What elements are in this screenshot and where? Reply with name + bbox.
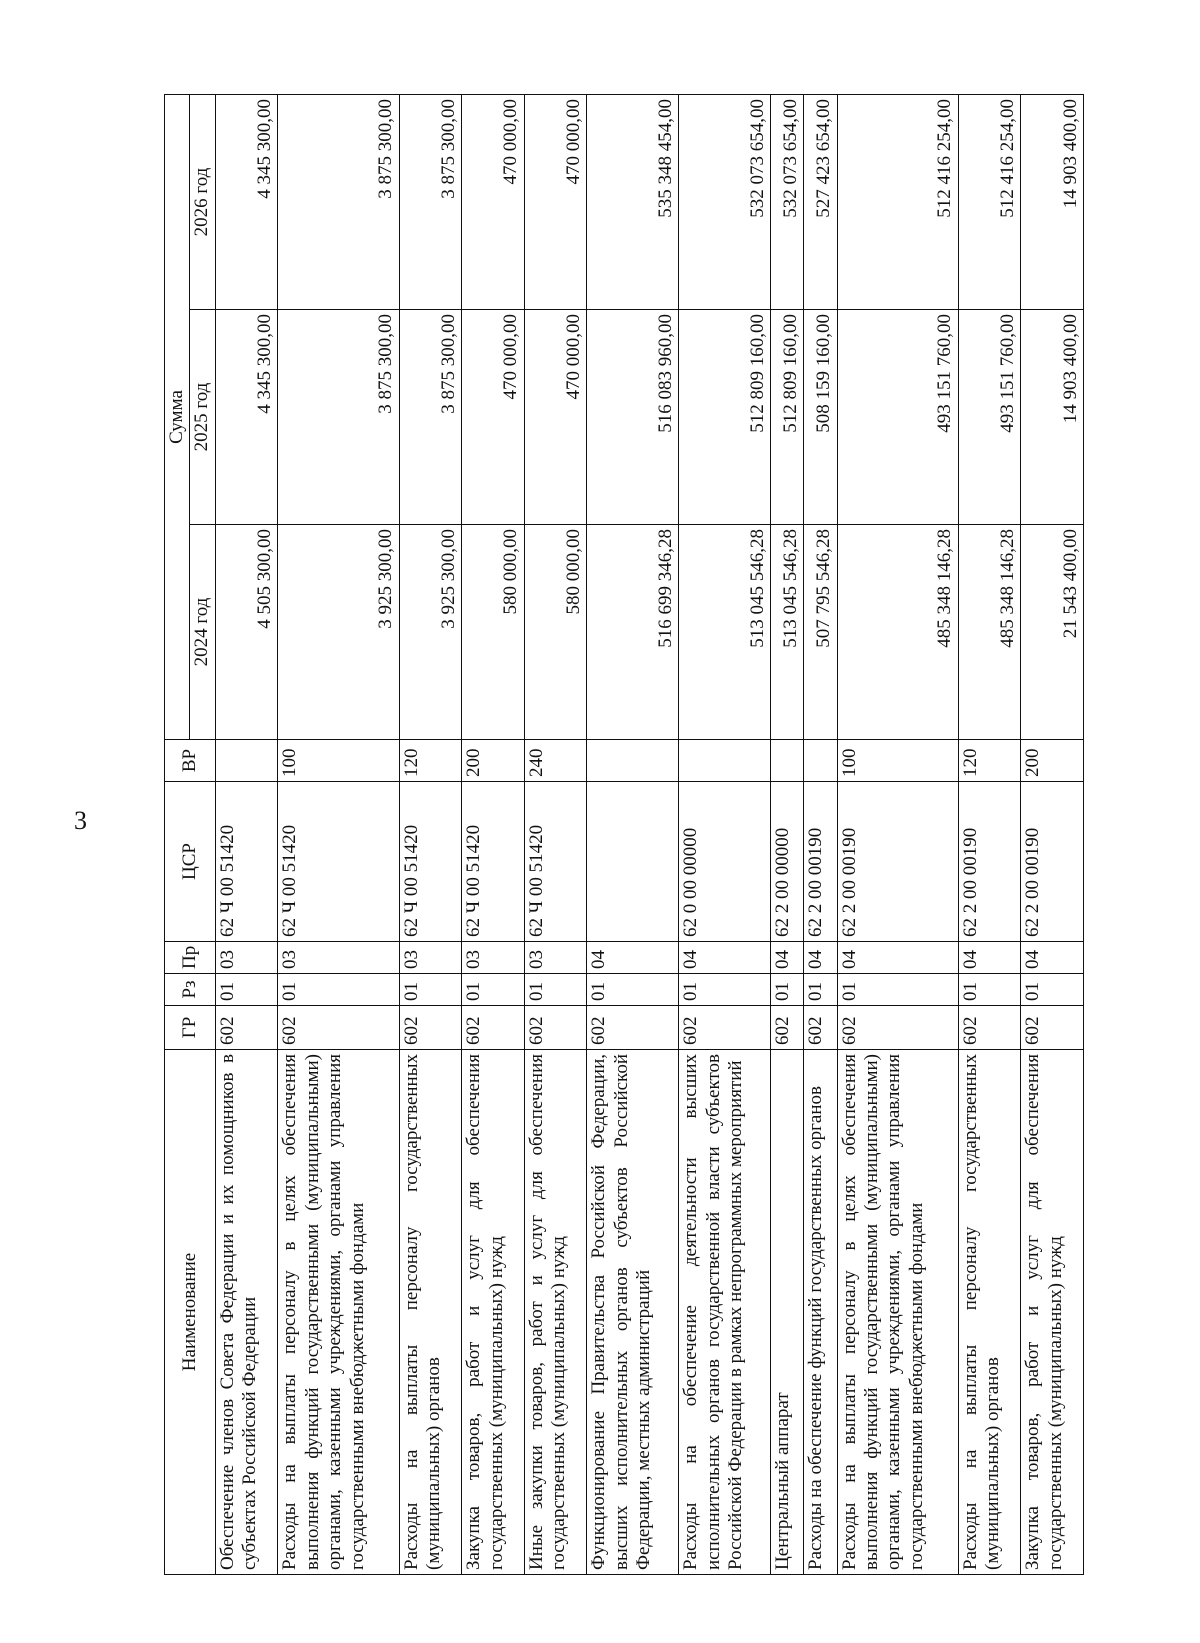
- row-csr: 62 2 00 00190: [958, 782, 1021, 942]
- row-rz: 01: [278, 974, 399, 1006]
- row-pr: 04: [679, 942, 771, 974]
- row-sum-2025: 14 903 400,00: [1021, 310, 1084, 525]
- table-row: [771, 95, 804, 1575]
- row-rz: 01: [679, 974, 771, 1006]
- row-sum-2024: 485 348 146,28: [837, 525, 958, 740]
- row-sum-2024: 507 795 546,28: [804, 525, 837, 740]
- row-sum-2024: 513 045 546,28: [771, 525, 804, 740]
- row-name: Расходы на выплаты персоналу государственных (муниципальных) органов: [399, 1050, 462, 1575]
- header-year-2026: 2026 год: [190, 95, 215, 310]
- row-sum-2024: 21 543 400,00: [1021, 525, 1084, 740]
- row-sum-2025: 516 083 960,00: [587, 310, 679, 525]
- row-pr: 03: [278, 942, 399, 974]
- row-vr: 100: [278, 740, 399, 782]
- row-sum-2025: 470 000,00: [462, 310, 525, 525]
- row-pr: 03: [215, 942, 278, 974]
- row-vr: [771, 740, 804, 782]
- row-rz: 01: [587, 974, 679, 1006]
- row-vr: 200: [1021, 740, 1084, 782]
- table-row: [215, 95, 278, 1575]
- row-sum-2025: 493 151 760,00: [958, 310, 1021, 525]
- row-sum-2026: 470 000,00: [462, 95, 525, 310]
- row-rz: 01: [524, 974, 587, 1006]
- row-name: Расходы на обеспечение функций государственных органов: [804, 1050, 837, 1575]
- row-pr: 04: [837, 942, 958, 974]
- header-year-2025: 2025 год: [190, 310, 215, 525]
- row-sum-2024: 485 348 146,28: [958, 525, 1021, 740]
- row-csr: 62 0 00 00000: [679, 782, 771, 942]
- row-sum-2026: 512 416 254,00: [958, 95, 1021, 310]
- row-gr: 602: [958, 1006, 1021, 1050]
- row-pr: 04: [771, 942, 804, 974]
- row-vr: [679, 740, 771, 782]
- row-sum-2026: 512 416 254,00: [837, 95, 958, 310]
- row-name: Расходы на выплаты персоналу в целях обеспечения выполнения функций государственными (муниципальными) органами, казенными учреждениями, органами управления государственными внебюджетными фондами: [278, 1050, 399, 1575]
- row-csr: 62 Ч 00 51420: [215, 782, 278, 942]
- row-sum-2026: 4 345 300,00: [215, 95, 278, 310]
- row-rz: 01: [215, 974, 278, 1006]
- table-body: [215, 95, 1083, 1575]
- row-rz: 01: [462, 974, 525, 1006]
- row-rz: 01: [804, 974, 837, 1006]
- row-gr: 602: [524, 1006, 587, 1050]
- row-gr: 602: [804, 1006, 837, 1050]
- header-csr: ЦСР: [165, 782, 216, 942]
- row-sum-2026: 532 073 654,00: [679, 95, 771, 310]
- table-row: [399, 95, 462, 1575]
- row-sum-2026: 535 348 454,00: [587, 95, 679, 310]
- table-row: [587, 95, 679, 1575]
- header-vr: ВР: [165, 740, 216, 782]
- row-gr: 602: [679, 1006, 771, 1050]
- row-vr: [804, 740, 837, 782]
- row-sum-2024: 3 925 300,00: [278, 525, 399, 740]
- rotated-table-container: [164, 95, 1084, 1575]
- row-sum-2025: 508 159 160,00: [804, 310, 837, 525]
- row-sum-2026: 470 000,00: [524, 95, 587, 310]
- row-sum-2024: 580 000,00: [462, 525, 525, 740]
- row-sum-2026: 3 875 300,00: [399, 95, 462, 310]
- table-row: [462, 95, 525, 1575]
- row-sum-2026: 527 423 654,00: [804, 95, 837, 310]
- row-gr: 602: [462, 1006, 525, 1050]
- row-name: Функционирование Правительства Российской Федерации, высших исполнительных органов субъектов Российской Федерации, местных администраций: [587, 1050, 679, 1575]
- row-csr: 62 Ч 00 51420: [462, 782, 525, 942]
- row-sum-2026: 3 875 300,00: [278, 95, 399, 310]
- row-vr: 240: [524, 740, 587, 782]
- row-rz: 01: [771, 974, 804, 1006]
- row-pr: 03: [462, 942, 525, 974]
- row-csr: 62 Ч 00 51420: [524, 782, 587, 942]
- row-name: Закупка товаров, работ и услуг для обеспечения государственных (муниципальных) нужд: [1021, 1050, 1084, 1575]
- table-row: [524, 95, 587, 1575]
- row-sum-2025: 3 875 300,00: [399, 310, 462, 525]
- row-sum-2025: 3 875 300,00: [278, 310, 399, 525]
- row-rz: 01: [1021, 974, 1084, 1006]
- row-pr: 04: [958, 942, 1021, 974]
- row-name: Расходы на выплаты персоналу в целях обеспечения выполнения функций государственными (муниципальными) органами, казенными учреждениями, органами управления государственными внебюджетными фондами: [837, 1050, 958, 1575]
- row-pr: 04: [1021, 942, 1084, 974]
- table-row: [958, 95, 1021, 1575]
- row-sum-2025: 512 809 160,00: [679, 310, 771, 525]
- row-pr: 04: [587, 942, 679, 974]
- row-csr: 62 2 00 00190: [837, 782, 958, 942]
- row-vr: [587, 740, 679, 782]
- row-gr: 602: [587, 1006, 679, 1050]
- row-sum-2024: 4 505 300,00: [215, 525, 278, 740]
- row-sum-2025: 512 809 160,00: [771, 310, 804, 525]
- row-vr: 120: [958, 740, 1021, 782]
- row-sum-2026: 532 073 654,00: [771, 95, 804, 310]
- header-row-top: [165, 95, 190, 1575]
- row-pr: 04: [804, 942, 837, 974]
- table-row: [278, 95, 399, 1575]
- row-name: Иные закупки товаров, работ и услуг для обеспечения государственных (муниципальных) нужд: [524, 1050, 587, 1575]
- row-gr: 602: [837, 1006, 958, 1050]
- header-gr: ГР: [165, 1006, 216, 1050]
- row-gr: 602: [1021, 1006, 1084, 1050]
- row-gr: 602: [215, 1006, 278, 1050]
- table-row: [804, 95, 837, 1575]
- row-rz: 01: [837, 974, 958, 1006]
- header-name: Наименование: [165, 1050, 216, 1575]
- row-sum-2025: 470 000,00: [524, 310, 587, 525]
- row-gr: 602: [399, 1006, 462, 1050]
- header-rz: Рз: [165, 974, 216, 1006]
- row-vr: 120: [399, 740, 462, 782]
- header-pr: Пр: [165, 942, 216, 974]
- row-sum-2025: 4 345 300,00: [215, 310, 278, 525]
- row-sum-2024: 3 925 300,00: [399, 525, 462, 740]
- table-row: [679, 95, 771, 1575]
- row-sum-2024: 580 000,00: [524, 525, 587, 740]
- header-year-2024: 2024 год: [190, 525, 215, 740]
- row-pr: 03: [524, 942, 587, 974]
- row-sum-2024: 513 045 546,28: [679, 525, 771, 740]
- table-row: [1021, 95, 1084, 1575]
- row-name: Центральный аппарат: [771, 1050, 804, 1575]
- row-sum-2025: 493 151 760,00: [837, 310, 958, 525]
- row-sum-2026: 14 903 400,00: [1021, 95, 1084, 310]
- row-csr: 62 2 00 00190: [1021, 782, 1084, 942]
- row-name: Обеспечение членов Совета Федерации и их помощников в субъектах Российской Федерации: [215, 1050, 278, 1575]
- row-sum-2024: 516 699 346,28: [587, 525, 679, 740]
- row-vr: 100: [837, 740, 958, 782]
- row-rz: 01: [399, 974, 462, 1006]
- row-name: Закупка товаров, работ и услуг для обеспечения государственных (муниципальных) нужд: [462, 1050, 525, 1575]
- header-sum: Сумма: [165, 95, 190, 740]
- row-gr: 602: [771, 1006, 804, 1050]
- row-csr: 62 Ч 00 51420: [278, 782, 399, 942]
- row-vr: [215, 740, 278, 782]
- row-rz: 01: [958, 974, 1021, 1006]
- row-name: Расходы на обеспечение деятельности высших исполнительных органов государственной власти субъектов Российской Федерации в рамках непрограммных мероприятий: [679, 1050, 771, 1575]
- table-row: [837, 95, 958, 1575]
- row-csr: 62 2 00 00190: [804, 782, 837, 942]
- budget-table: [164, 94, 1084, 1575]
- row-csr: 62 2 00 00000: [771, 782, 804, 942]
- row-csr: 62 Ч 00 51420: [399, 782, 462, 942]
- row-csr: [587, 782, 679, 942]
- row-vr: 200: [462, 740, 525, 782]
- row-pr: 03: [399, 942, 462, 974]
- row-gr: 602: [278, 1006, 399, 1050]
- row-name: Расходы на выплаты персоналу государственных (муниципальных) органов: [958, 1050, 1021, 1575]
- page-number: 3: [74, 806, 87, 835]
